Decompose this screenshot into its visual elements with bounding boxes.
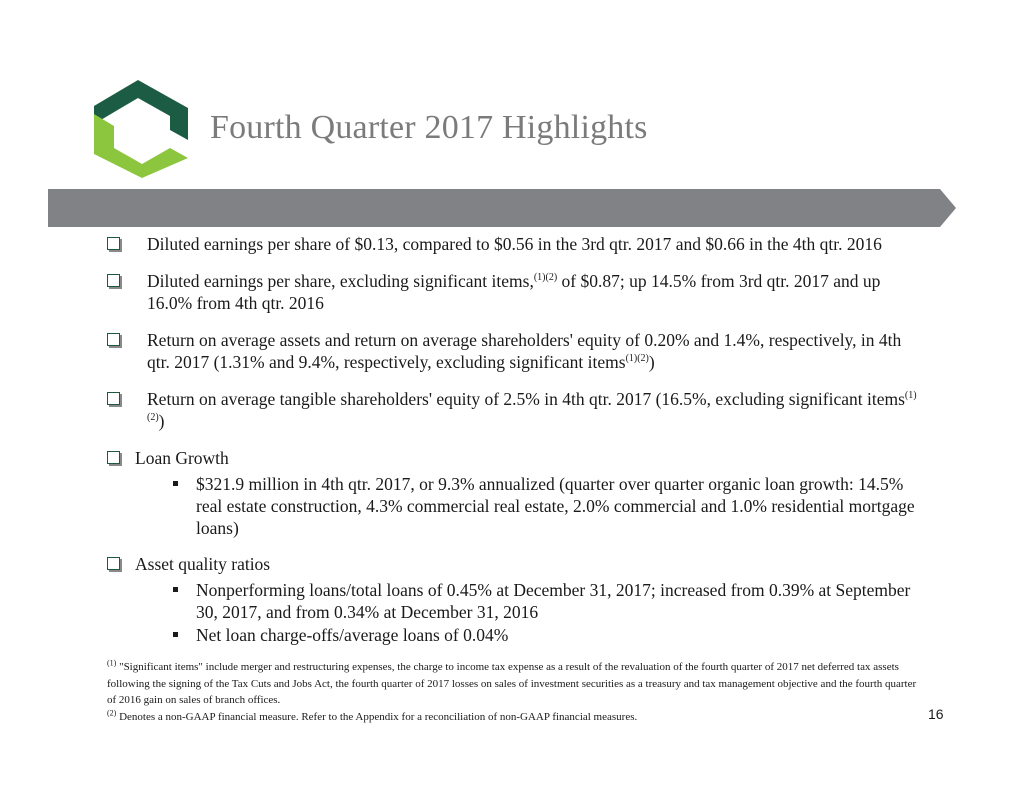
checkbox-bullet-icon <box>107 392 120 405</box>
footnotes <box>107 659 927 725</box>
bullet-diluted-eps: Diluted earnings per share of $0.13, compared to $0.56 in the 3rd qtr. 2017 and $0.66 in the 4th qtr. 2016 <box>107 233 927 255</box>
page-number: 16 <box>928 706 944 722</box>
highlights-list <box>107 233 927 647</box>
bullet-diluted-eps-excluding: Diluted earnings per share, excluding significant items,$^{(1)(2)}$ of $0.87; up 14.5% from 3rd qtr. 2017 and up 16.0% from 4th qtr. 2016 <box>107 270 927 314</box>
asset-quality-item-npl: Nonperforming loans/total loans of 0.45% at December 31, 2017; increased from 0.39% at September 30, 2017, and from 0.34% at December 31, 2016 <box>107 579 927 623</box>
square-bullet-icon <box>173 481 178 486</box>
footnote-2: $^{(2)}$ Denotes a non-GAAP financial measure. Refer to the Appendix for a reconciliation of non-GAAP financial measures. <box>107 707 638 723</box>
checkbox-bullet-icon <box>107 333 120 346</box>
header-banner <box>48 189 956 227</box>
square-bullet-icon <box>173 632 178 637</box>
checkbox-bullet-icon <box>107 451 120 464</box>
asset-quality-item-chargeoffs: Net loan charge-offs/average loans of 0.04% <box>107 624 927 646</box>
company-logo <box>92 78 188 178</box>
bullet-return-on-tangible-equity: Return on average tangible shareholders' equity of 2.5% in 4th qtr. 2017 (16.5%, excluding significant items$^{(1)(2)}$) <box>107 388 927 432</box>
loan-growth-heading: Loan Growth <box>107 447 927 469</box>
page-title: Fourth Quarter 2017 Highlights <box>210 109 648 146</box>
asset-quality-heading: Asset quality ratios <box>107 553 927 575</box>
checkbox-bullet-icon <box>107 557 120 570</box>
checkbox-bullet-icon <box>107 274 120 287</box>
loan-growth-item: $321.9 million in 4th qtr. 2017, or 9.3% annualized (quarter over quarter organic loan growth: 14.5% real estate construction, 4.3% commercial real estate, 2.0% commercial and 1.0% residential mortgage loans) <box>107 473 927 539</box>
square-bullet-icon <box>173 587 178 592</box>
footnote-1: $^{(1)}$ "Significant items" include merger and restructuring expenses, the charge to income tax expense as a result of the revaluation of the fourth quarter of 2017 net deferred tax assets following the signing of the Tax Cuts and Jobs Act, the fourth quarter of 2017 losses on sales of investment securities as a treasury and tax management objective and the fourth quarter of 2016 gain on sales of branch offices. <box>107 658 917 706</box>
bullet-return-on-assets: Return on average assets and return on average shareholders' equity of 0.20% and 1.4%, respectively, in 4th qtr. 2017 (1.31% and 9.4%, respectively, excluding significant items$^{(1)(2)}$) <box>107 329 927 373</box>
checkbox-bullet-icon <box>107 237 120 250</box>
